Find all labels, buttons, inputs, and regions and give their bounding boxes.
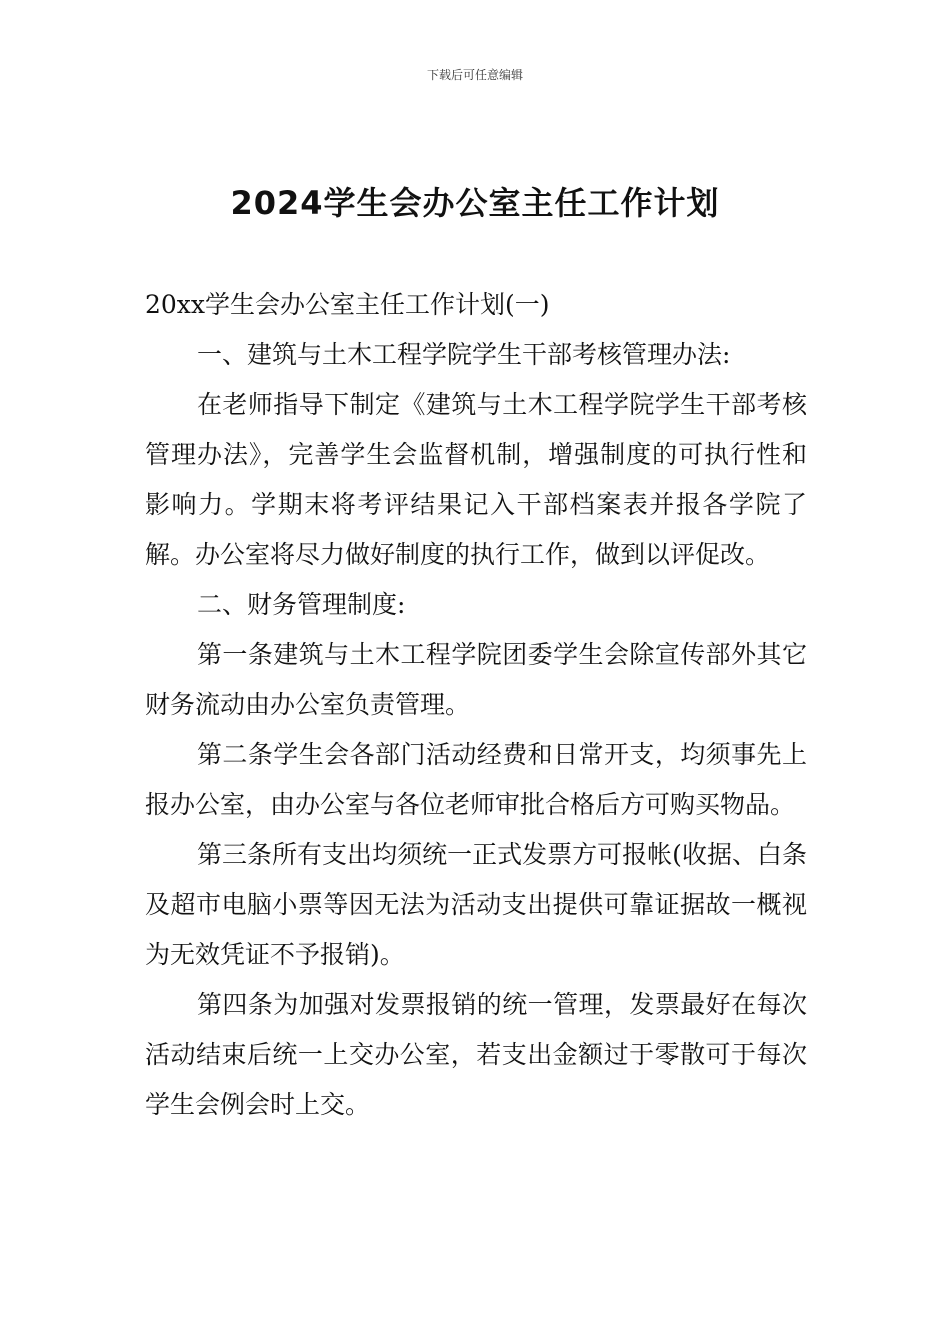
document-title: 2024学生会办公室主任工作计划 xyxy=(230,184,720,222)
document-body xyxy=(145,280,807,1130)
article-paragraph-2: 第二条学生会各部门活动经费和日常开支，均须事先上报办公室，由办公室与各位老师审批合格后方可购买物品。 xyxy=(145,740,807,819)
article-paragraph-4: 第四条为加强对发票报销的统一管理，发票最好在每次活动结束后统一上交办公室，若支出金额过于零散可于每次学生会例会时上交。 xyxy=(145,990,807,1119)
subtitle-paragraph: 20xx学生会办公室主任工作计划(一) xyxy=(145,290,550,319)
article-paragraph-1: 第一条建筑与土木工程学院团委学生会除宣传部外其它财务流动由办公室负责管理。 xyxy=(145,640,807,719)
section-heading-1: 一、建筑与土木工程学院学生干部考核管理办法: xyxy=(197,340,731,369)
body-paragraph: 在老师指导下制定《建筑与土木工程学院学生干部考核管理办法》，完善学生会监督机制，增强制度的可执行性和影响力。学期末将考评结果记入干部档案表并报各学院了解。办公室将尽力做好制度的执行工作，做到以评促改。 xyxy=(145,390,807,569)
section-heading-2: 二、财务管理制度: xyxy=(197,590,406,619)
article-paragraph-3: 第三条所有支出均须统一正式发票方可报帐(收据、白条及超市电脑小票等因无法为活动支出提供可靠证据故一概视为无效凭证不予报销)。 xyxy=(145,840,807,969)
header-note: 下载后可任意编辑 xyxy=(426,68,523,82)
